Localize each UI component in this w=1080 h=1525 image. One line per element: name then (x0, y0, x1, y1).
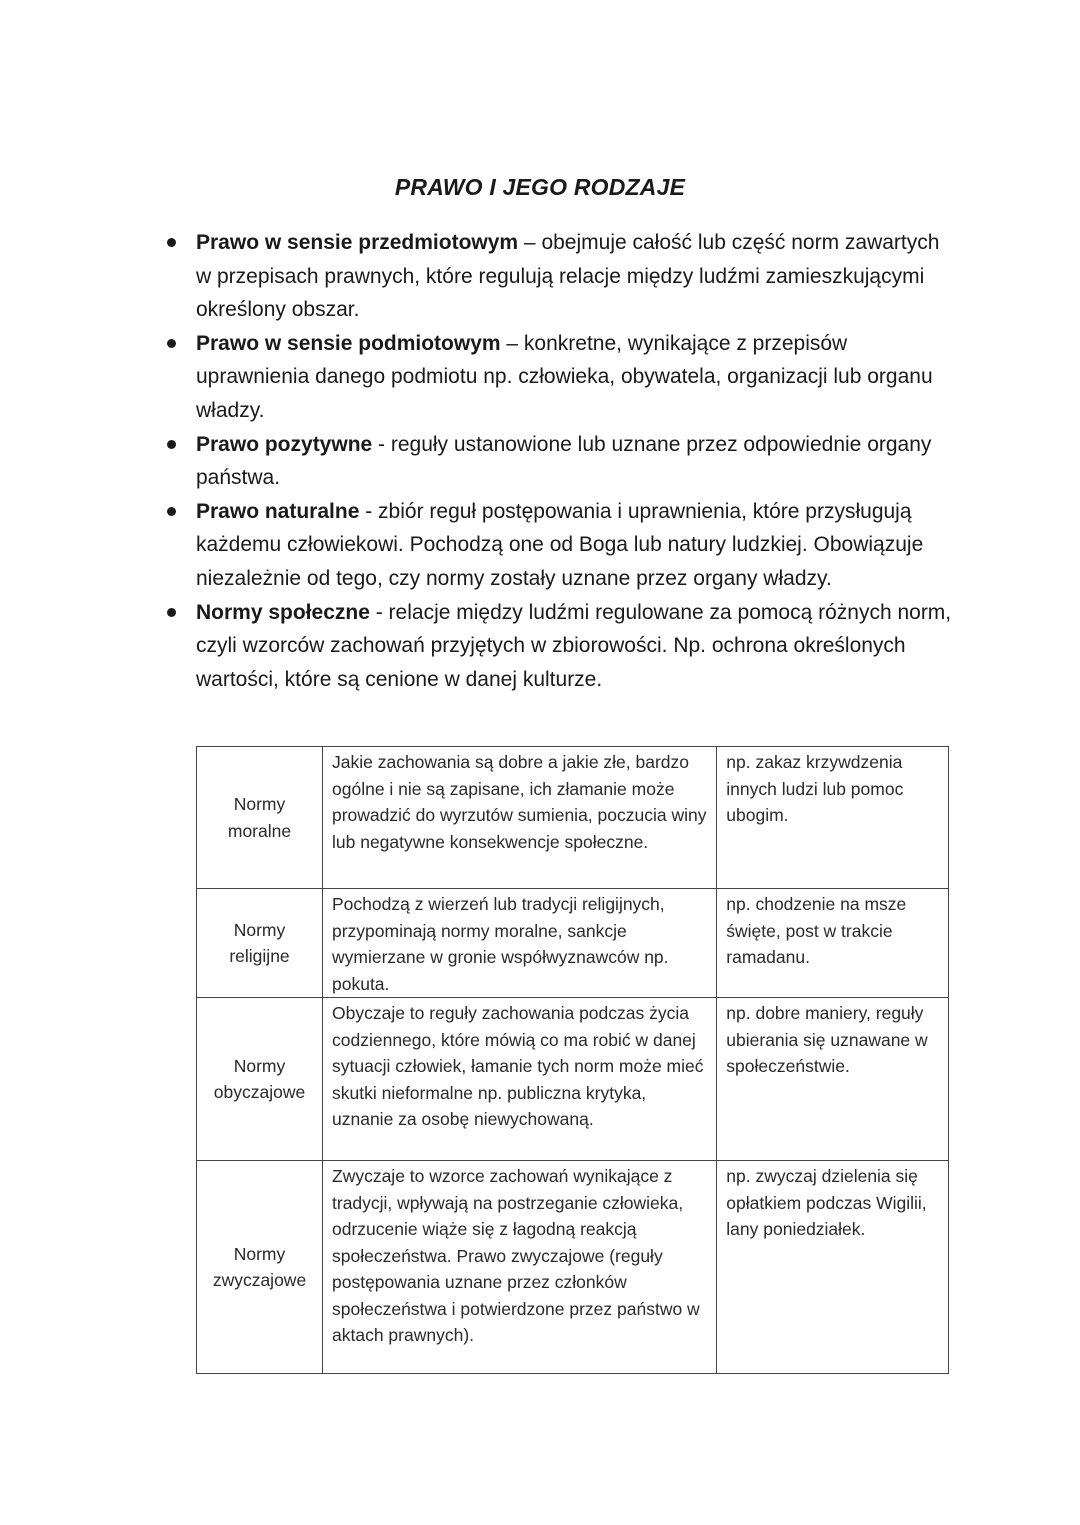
norm-name-line: Normy (233, 1243, 286, 1264)
definition: – obejmuje całość lub część norm zawartych w przepisach prawnych, które regulują relacje między ludźmi zamieszkującymi określony obszar. (196, 231, 940, 322)
norm-description: Pochodzą z wierzeń lub tradycji religijnych, przypominają normy moralne, sankcje wymierzane w gronie współwyznawców np. pokuta. (323, 889, 717, 998)
bullet-icon (167, 339, 176, 348)
term: Normy społeczne (196, 600, 370, 624)
definitions-list (160, 226, 960, 696)
list-item (160, 428, 960, 495)
term: Prawo w sensie podmiotowym (196, 331, 501, 355)
table-row (197, 998, 949, 1161)
norm-name-cell (197, 1161, 323, 1374)
norms-table (196, 746, 949, 1374)
list-item (160, 226, 960, 327)
table-row (197, 889, 949, 998)
term: Prawo pozytywne (196, 432, 373, 456)
norm-name-line: obyczajowe (213, 1082, 306, 1102)
norm-name-line: moralne (227, 820, 292, 841)
norm-example: np. dobre maniery, reguły ubierania się uznawane w społeczeństwie. (717, 998, 949, 1161)
norm-example: np. zakaz krzywdzenia innych ludzi lub pomoc ubogim. (717, 747, 949, 889)
norm-name-line: Normy (233, 794, 286, 814)
norm-name-line: religijne (229, 946, 290, 966)
norm-description: Zwyczaje to wzorce zachowań wynikające z tradycji, wpływają na postrzeganie człowieka, odrzucenie wiąże się z łagodną reakcją społeczeństwa. Prawo zwyczajowe (reguły postępowania uznane przez członków społeczeństwa i potwierdzone przez państwo w aktach prawnych). (323, 1161, 717, 1374)
list-item (160, 495, 960, 596)
norm-name-cell (197, 747, 323, 889)
table-row (197, 1161, 949, 1374)
norm-example: np. zwyczaj dzielenia się opłatkiem podczas Wigilii, lany poniedziałek. (717, 1161, 949, 1374)
norm-name-cell (197, 889, 323, 998)
list-item (160, 596, 960, 697)
term: Prawo naturalne (196, 499, 360, 523)
definition: - relacje między ludźmi regulowane za pomocą różnych norm, czyli wzorców zachowań przyjętych w zbiorowości. Np. ochrona określonych wartości, które są cenione w danej kulturze. (196, 600, 952, 691)
norm-name-line: zwyczajowe (212, 1270, 307, 1290)
norm-description: Jakie zachowania są dobre a jakie złe, bardzo ogólne i nie są zapisane, ich złamanie może prowadzić do wyrzutów sumienia, poczucia winy lub negatywne konsekwencje społeczne. (323, 747, 717, 889)
bullet-icon (167, 440, 176, 449)
bullet-icon (167, 608, 176, 617)
norm-name-cell (197, 998, 323, 1161)
definition: - zbiór reguł postępowania i uprawnienia, które przysługują każdemu człowiekowi. Pochodzą one od Boga lub natury ludzkiej. Obowiązuje niezależnie od tego, czy normy zostały uznane przez organy władzy. (196, 499, 924, 590)
norm-description: Obyczaje to reguły zachowania podczas życia codziennego, które mówią co ma robić w danej sytuacji człowiek, łamanie tych norm może mieć skutki nieformalne np. publiczna krytyka, uznanie za osobę niewychowaną. (323, 998, 717, 1161)
definition: – konkretne, wynikające z przepisów uprawnienia danego podmiotu np. człowieka, obywatela, organizacji lub organu władzy. (196, 331, 933, 422)
norm-name-line: Normy (233, 919, 286, 940)
bullet-icon (167, 507, 176, 516)
norm-name-line: Normy (233, 1055, 286, 1076)
list-item (160, 327, 960, 428)
table-row (197, 747, 949, 889)
bullet-icon (167, 238, 176, 247)
term: Prawo w sensie przedmiotowym (196, 231, 519, 254)
norm-example: np. chodzenie na msze święte, post w trakcie ramadanu. (717, 889, 949, 998)
definition: - reguły ustanowione lub uznane przez odpowiednie organy państwa. (196, 432, 932, 490)
page-title: PRAWO I JEGO RODZAJE (394, 174, 686, 200)
